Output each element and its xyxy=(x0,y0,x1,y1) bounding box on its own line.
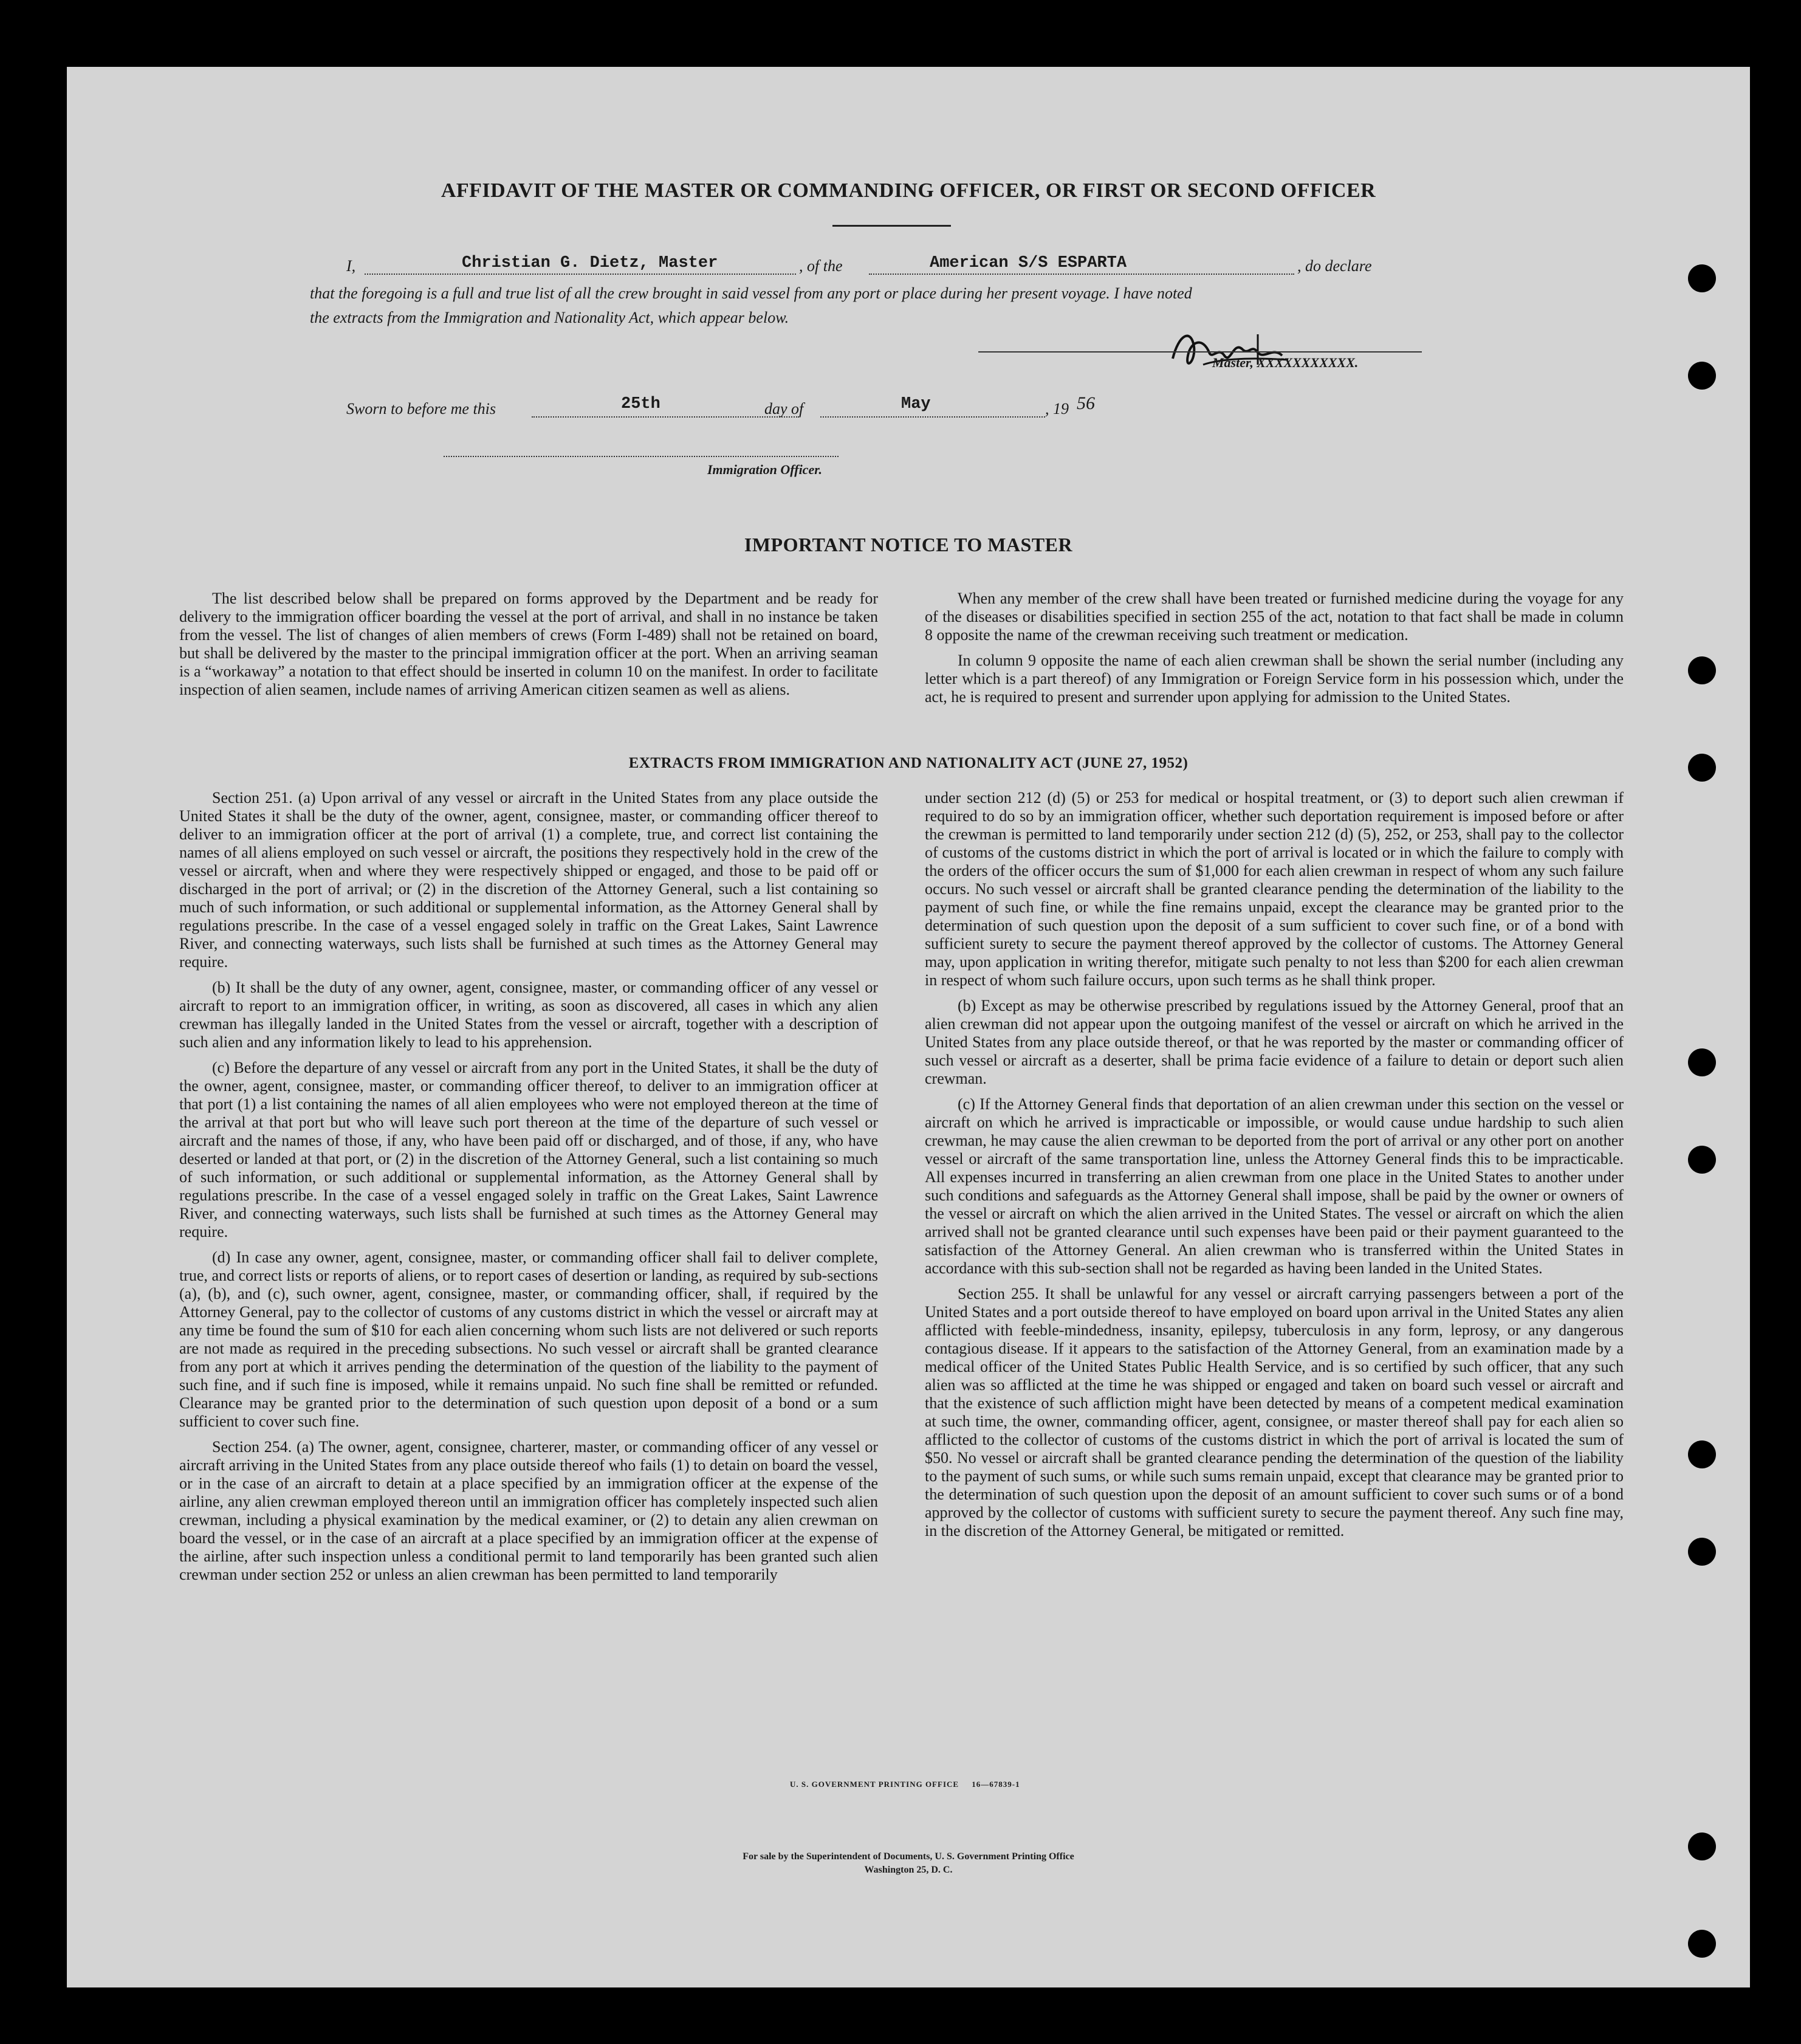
sworn-year-field: 56 xyxy=(1077,393,1095,413)
extract-paragraph: (b) Except as may be otherwise prescribed by regulations issued by the Attorney General, proof that an alien crewman did not appear upon the outgoing manifest of the vessel or aircraft on which he arrived in the United States from any place outside thereof, or that he was reported by the master or commanding officer of such vessel or aircraft as a deserter, shall be prima facie evidence of a failure to detain or deport such alien crewman. xyxy=(925,997,1624,1087)
affidavit-title: AFFIDAVIT OF THE MASTER OR COMMANDING OFFICER, OR FIRST OR SECOND OFFICER xyxy=(441,179,1376,202)
punch-hole xyxy=(1688,264,1716,292)
notice-title: IMPORTANT NOTICE TO MASTER xyxy=(744,534,1073,556)
punch-hole xyxy=(1688,1930,1716,1958)
extract-paragraph: Section 255. It shall be unlawful for any vessel or aircraft carrying passengers between a port of the United States and a port outside thereof to have employed on board upon arrival in the United States any alien afflicted with feeble-mindedness, insanity, epilepsy, tuberculosis in any form, leprosy, or any dangerous contagious disease. If it appears to the satisfaction of the Attorney General, from an examination made by a medical officer of the United States Public Health Service, and is so certified by such officer, that any such alien was so afflicted at the time he was shipped or engaged and taken on board such vessel or aircraft and that the existence of such affliction might have been detected by means of a competent medical examination at such time, the owner, commanding officer, agent, consignee, or master thereof shall pay for each alien so afflicted to the collector of customs of the customs district in which the port of arrival is located the sum of $50. No vessel or aircraft shall be granted clearance pending the determination of the question of the liability to the payment of such sums, or while such sums remain unpaid, except that clearance may be granted prior to the determination of such question upon the deposit of an amount sufficient to cover such sums or of a bond approved by the collector of customs with sufficient surety to secure the payment thereof. Any such fine may, in the discretion of the Attorney General, be mitigated or remitted. xyxy=(925,1285,1624,1540)
of-the-label: , of the xyxy=(799,257,843,275)
printing-office-line: U. S. GOVERNMENT PRINTING OFFICE 16—67839-1 xyxy=(790,1780,1020,1789)
punch-hole xyxy=(1688,656,1716,684)
master-name-field: Christian G. Dietz, Master xyxy=(462,254,718,272)
notice-right-column xyxy=(925,590,1624,714)
declaration-line-1: that the foregoing is a full and true list of all the crew brought in said vessel from any port or place during her present voyage. I have noted xyxy=(310,284,1192,302)
punch-hole xyxy=(1688,1146,1716,1174)
extract-paragraph: Section 251. (a) Upon arrival of any vessel or aircraft in the United States from any place outside the United States it shall be the duty of the owner, agent, consignee, master, or commanding officer thereof to deliver to an immigration officer at the port of arrival (1) a complete, true, and correct list containing the names of all aliens employed on such vessel or aircraft, the positions they respectively hold in the crew of the vessel or aircraft, when and where they were respectively shipped or engaged, and those to be paid off or discharged in the port of arrival; or (2) in the discretion of the Attorney General, such a list containing so much of such information, or such additional or supplemental information, as the Attorney General shall by regulations prescribe. In the case of a vessel engaged solely in traffic on the Great Lakes, Saint Lawrence River, and connecting waterways, such lists shall be furnished at such times as the Attorney General may require. xyxy=(179,789,878,971)
extract-paragraph: (d) In case any owner, agent, consignee, master, or commanding officer shall fail to deliver complete, true, and correct lists or reports of aliens, or to report cases of desertion or landing, as required by sub-sections (a), (b), and (c), such owner, agent, consignee, master, or commanding officer, shall, if required by the Attorney General, pay to the collector of customs of any customs district in which the vessel or aircraft may at any time be found the sum of $10 for each alien concerning whom such lists are not delivered or such reports are not made as required in the preceding subsections. No such vessel or aircraft shall be granted clearance from any port at which it arrives pending the determination of the question of the liability to the payment of such fine, and if such fine is imposed, while it remains unpaid. No such fine shall be remitted or refunded. Clearance may be granted prior to the determination of such question upon deposit of a bond or a sum sufficient to cover such fine. xyxy=(179,1248,878,1430)
punch-hole xyxy=(1688,362,1716,390)
notice-left-column xyxy=(179,590,878,706)
immigration-officer-label: Immigration Officer. xyxy=(707,462,823,477)
notice-paragraph: When any member of the crew shall have been treated or furnished medicine during the voyage for any of the diseases or disabilities specified in section 255 of the act, notation to that fact shall be made in column 8 opposite the name of the crewman receiving such treatment or medication. xyxy=(925,590,1624,644)
extract-paragraph: under section 212 (d) (5) or 253 for medical or hospital treatment, or (3) to deport such alien crewman if required to do so by an immigration officer, whether such deportation requirement is imposed before or after the crewman is permitted to land temporarily under section 212 (d) (5), 252, or 253, shall pay to the collector of customs of the customs district in which the port of arrival is located or in which the failure to comply with the orders of the officer occurs the sum of $1,000 for each alien crewman in respect of whom any such failure occurs. No such vessel or aircraft shall be granted clearance pending the determination of the liability to the payment of such fine, or while the fine remains unpaid, except the clearance may be granted prior to the determination of such question upon the deposit of a sum sufficient to cover such fine, or of a bond with sufficient surety to secure the payment thereof approved by the collector of customs. The Attorney General may, upon application in writing therefor, mitigate such penalty to not less than $200 for each alien crewman in respect of whom such failure occurs, upon such terms as he shall think proper. xyxy=(925,789,1624,989)
for-sale-line-2: Washington 25, D. C. xyxy=(864,1865,953,1875)
punch-hole xyxy=(1688,1048,1716,1076)
extract-paragraph: Section 254. (a) The owner, agent, consignee, charterer, master, or commanding officer of any vessel or aircraft arriving in the United States from any place outside thereof who fails (1) to detain on board the vessel, or in the case of an aircraft to detain at a place specified by an immigration officer at the expense of the airline, any alien crewman employed thereon until an immigration officer has completely inspected such alien crewman, including a physical examination by the medical examiner, or (2) to detain any alien crewman on board the vessel, or in the case of an aircraft at a place specified by an immigration officer at the expense of the airline, after such inspection unless a conditional permit to land temporarily has been granted such alien crewman under section 252 or unless an alien crewman has been permitted to land temporarily xyxy=(179,1438,878,1583)
title-rule xyxy=(832,225,951,227)
sworn-day-field: 25th xyxy=(621,395,660,413)
notice-paragraph: In column 9 opposite the name of each alien crewman shall be shown the serial number (including any letter which is a part thereof) of any Immigration or Foreign Service form in his possession which, under the act, he is required to present and surrender upon applying for admission to the United States. xyxy=(925,652,1624,706)
vessel-name-field: American S/S ESPARTA xyxy=(930,254,1127,272)
punch-hole xyxy=(1688,1538,1716,1566)
extracts-left-column xyxy=(179,789,878,1591)
do-declare-label: , do declare xyxy=(1297,257,1372,275)
punch-hole xyxy=(1688,1440,1716,1468)
for-sale-line-1: For sale by the Superintendent of Documents, U. S. Government Printing Office xyxy=(743,1851,1074,1862)
signature-caption: Master, XXXXXXXXXXX. xyxy=(1212,355,1359,370)
extract-paragraph: (c) If the Attorney General finds that deportation of an alien crewman under this section on the vessel or aircraft on which he arrived is impracticable or impossible, or would cause undue hardship to such alien crewman, he may cause the alien crewman to be deported from the port of arrival or any other port on another vessel or aircraft of the same transportation line, unless the Attorney General finds this to be impracticable. All expenses incurred in transferring an alien crewman from one place in the United States to another under such conditions and safeguards as the Attorney General shall impose, shall be paid by the owner or owners of the vessel or aircraft on which the alien arrived in the United States. The vessel or aircraft on which the alien arrived shall not be granted clearance until such expenses have been paid or their payment guaranteed to the satisfaction of the Attorney General. An alien crewman who is transferred within the United States in accordance with this sub-section shall not be regarded as having been landed in the United States. xyxy=(925,1095,1624,1277)
extract-paragraph: (c) Before the departure of any vessel or aircraft from any port in the United States, it shall be the duty of the owner, agent, consignee, master, or commanding officer thereof, to deliver to an immigration officer at that port (1) a list containing the names of all alien employees who were not employed thereon at the time of the arrival at that port but who will leave such port thereon at the time of the departure of such vessel or aircraft and the names of those, if any, who have been paid off or discharged, and of those, if any, who have deserted or landed at that port, or (2) in the discretion of the Attorney General, such a list containing so much of such information, or such additional or supplemental information, as the Attorney General shall by regulations prescribe. In the case of a vessel engaged solely in traffic on the Great Lakes, Saint Lawrence River, and connecting waterways, such lists shall be furnished at such times as the Attorney General may require. xyxy=(179,1059,878,1241)
document-page xyxy=(67,67,1750,1987)
day-of-label: day of xyxy=(764,400,804,418)
extracts-title: EXTRACTS FROM IMMIGRATION AND NATIONALITY ACT (JUNE 27, 1952) xyxy=(628,755,1189,771)
i-label: I, xyxy=(346,257,356,275)
notice-paragraph: The list described below shall be prepared on forms approved by the Department and be ready for delivery to the immigration officer boarding the vessel at the port of arrival, and shall in no instance be taken from the vessel. The list of changes of alien members of crews (Form I-489) shall not be retained on board, but shall be delivered by the master to the principal immigration officer at the port. When an arriving seaman is a “workaway” a notation to that effect should be inserted in column 10 on the manifest. In order to facilitate inspection of alien seamen, include names of arriving American citizen seamen as well as aliens. xyxy=(179,590,878,698)
extract-paragraph: (b) It shall be the duty of any owner, agent, consignee, master, or commanding officer of any vessel or aircraft to report to an immigration officer, in writing, as soon as discovered, all cases in which any alien crewman has illegally landed in the United States from the vessel or aircraft, together with a description of such alien and any information likely to lead to his apprehension. xyxy=(179,979,878,1051)
year-prefix: , 19 xyxy=(1045,400,1069,418)
sworn-label: Sworn to before me this xyxy=(346,400,496,418)
declaration-line-2: the extracts from the Immigration and Nationality Act, which appear below. xyxy=(310,309,789,326)
extracts-right-column xyxy=(925,789,1624,1547)
sworn-month-field: May xyxy=(901,395,931,413)
